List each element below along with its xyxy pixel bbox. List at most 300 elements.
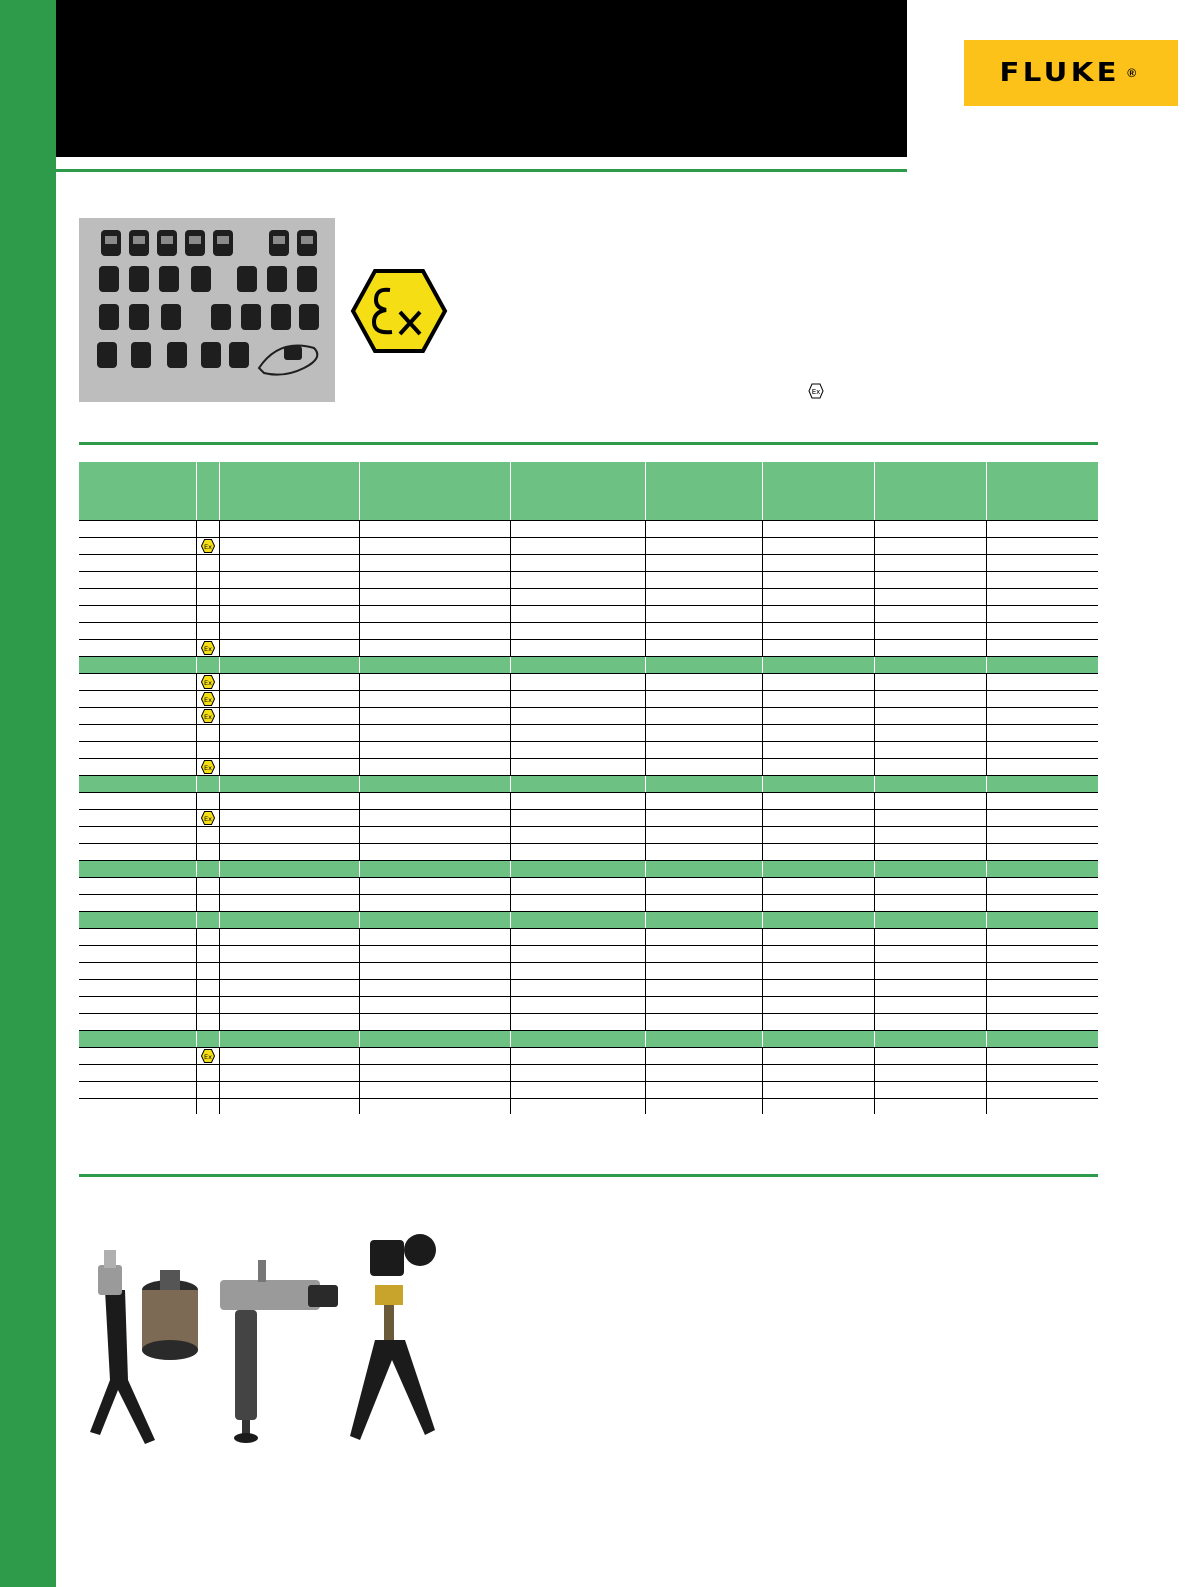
table-cell: [219, 691, 359, 708]
table-group-row: [79, 776, 1098, 793]
table-cell: [196, 555, 219, 572]
table-cell: [762, 1099, 874, 1115]
svg-text:Ex: Ex: [203, 645, 212, 653]
table-cell: [645, 1099, 762, 1115]
table-cell: [874, 946, 986, 963]
svg-text:Ex: Ex: [203, 1053, 212, 1061]
table-cell: [510, 1048, 645, 1065]
table-cell: [645, 674, 762, 691]
table-cell: [219, 742, 359, 759]
table-cell: [79, 538, 196, 555]
table-cell: [359, 521, 510, 538]
table-row: [79, 555, 1098, 572]
table-cell: [510, 1014, 645, 1031]
atex-ex-badge-icon: [201, 709, 215, 723]
table-cell: [762, 1031, 874, 1048]
table-cell: [874, 538, 986, 555]
table-cell: [196, 623, 219, 640]
table-cell: [874, 827, 986, 844]
table-cell: [986, 810, 1098, 827]
table-cell: [510, 1031, 645, 1048]
table-cell: [986, 725, 1098, 742]
table-cell: [645, 1082, 762, 1099]
table-cell: [79, 861, 196, 878]
table-cell: [359, 1065, 510, 1082]
table-cell: [510, 640, 645, 657]
table-cell: [359, 640, 510, 657]
table-cell: [762, 521, 874, 538]
table-cell: [79, 657, 196, 674]
table-cell: [874, 1048, 986, 1065]
table-cell: [359, 572, 510, 589]
table-cell: [510, 1099, 645, 1115]
table-cell: [196, 912, 219, 929]
table-cell: [645, 1031, 762, 1048]
table-cell: [219, 980, 359, 997]
table-cell: [79, 827, 196, 844]
table-cell: [986, 691, 1098, 708]
table-cell: [874, 810, 986, 827]
table-cell: [510, 997, 645, 1014]
table-cell: [986, 1099, 1098, 1115]
table-cell: [359, 1099, 510, 1115]
table-cell: [510, 606, 645, 623]
table-cell: [219, 623, 359, 640]
table-cell: [219, 538, 359, 555]
table-cell: [79, 521, 196, 538]
table-cell: [219, 504, 359, 521]
table-cell: [645, 521, 762, 538]
table-cell: [510, 538, 645, 555]
table-cell: [196, 878, 219, 895]
table-cell: [762, 878, 874, 895]
table-cell: [986, 555, 1098, 572]
table-cell: [762, 555, 874, 572]
table-row: [79, 844, 1098, 861]
table-cell: [762, 742, 874, 759]
table-cell: [510, 1082, 645, 1099]
table-cell: [359, 725, 510, 742]
column-header: [219, 462, 359, 504]
table-cell: [645, 878, 762, 895]
column-header: [359, 462, 510, 504]
table-cell: [359, 861, 510, 878]
table-cell: [196, 844, 219, 861]
table-cell: [762, 572, 874, 589]
table-row: [79, 929, 1098, 946]
column-header: [986, 462, 1098, 504]
table-cell: [645, 980, 762, 997]
table-cell: [359, 878, 510, 895]
table-row: [79, 895, 1098, 912]
table-row: [79, 742, 1098, 759]
table-cell: [986, 504, 1098, 521]
table-cell: [986, 623, 1098, 640]
table-cell: [874, 1099, 986, 1115]
table-cell: [874, 895, 986, 912]
table-row: [79, 589, 1098, 606]
table-body: [79, 504, 1098, 1114]
table-cell: [196, 589, 219, 606]
table-cell: [510, 861, 645, 878]
table-cell: [359, 810, 510, 827]
title-banner: [56, 0, 907, 157]
table-cell: [219, 708, 359, 725]
table-cell: [219, 1065, 359, 1082]
column-header: [762, 462, 874, 504]
table-cell: [986, 1065, 1098, 1082]
table-cell: [986, 1082, 1098, 1099]
table-cell: [874, 742, 986, 759]
table-cell: [874, 844, 986, 861]
table-row: [79, 708, 1098, 725]
table-row: [79, 1014, 1098, 1031]
table-cell: [986, 742, 1098, 759]
table-cell: [79, 504, 196, 521]
left-accent-bar: [0, 0, 56, 1587]
table-cell: [510, 589, 645, 606]
table-cell: [762, 589, 874, 606]
table-cell: [762, 708, 874, 725]
table-cell: [359, 912, 510, 929]
table-cell: [196, 1082, 219, 1099]
table-cell: [874, 572, 986, 589]
table-group-row: [79, 861, 1098, 878]
svg-text:Ex: Ex: [203, 815, 212, 823]
svg-text:Ex: Ex: [203, 679, 212, 687]
table-cell: [986, 827, 1098, 844]
table-cell: [79, 1099, 196, 1115]
table-cell: [510, 895, 645, 912]
table-cell: [645, 742, 762, 759]
table-cell: [874, 521, 986, 538]
table-cell: [359, 844, 510, 861]
table-cell: [79, 742, 196, 759]
table-cell: [645, 725, 762, 742]
table-cell: [79, 793, 196, 810]
table-cell: [986, 963, 1098, 980]
table-cell: [874, 912, 986, 929]
table-cell: [874, 929, 986, 946]
table-cell: [196, 963, 219, 980]
table-cell: [510, 691, 645, 708]
table-cell: [79, 691, 196, 708]
table-cell: [196, 504, 219, 521]
table-cell: [196, 708, 219, 725]
table-cell: [874, 861, 986, 878]
table-row: [79, 725, 1098, 742]
table-cell: [510, 759, 645, 776]
column-header: [196, 462, 219, 504]
column-header: [645, 462, 762, 504]
table-cell: [196, 776, 219, 793]
table-cell: [510, 946, 645, 963]
table-cell: [359, 504, 510, 521]
table-cell: [219, 759, 359, 776]
table-cell: [219, 572, 359, 589]
table-group-row: [79, 504, 1098, 521]
table-cell: [79, 708, 196, 725]
table-cell: [79, 946, 196, 963]
table-row: [79, 674, 1098, 691]
table-cell: [196, 946, 219, 963]
table-cell: [79, 1082, 196, 1099]
table-cell: [219, 1014, 359, 1031]
table-cell: [196, 1048, 219, 1065]
table-cell: [510, 929, 645, 946]
table-cell: [219, 640, 359, 657]
table-cell: [645, 844, 762, 861]
table-cell: [645, 827, 762, 844]
table-cell: [762, 929, 874, 946]
table-cell: [762, 1082, 874, 1099]
table-cell: [645, 946, 762, 963]
table-cell: [219, 793, 359, 810]
table-cell: [762, 538, 874, 555]
table-cell: [359, 623, 510, 640]
table-cell: [219, 657, 359, 674]
table-cell: [762, 691, 874, 708]
table-cell: [645, 538, 762, 555]
table-cell: [986, 521, 1098, 538]
table-cell: [79, 1014, 196, 1031]
registered-mark: ®: [1127, 66, 1137, 80]
table-cell: [874, 623, 986, 640]
table-row: [79, 963, 1098, 980]
atex-ex-badge-icon: [201, 811, 215, 825]
table-cell: [762, 946, 874, 963]
table-cell: [79, 997, 196, 1014]
table-cell: [874, 878, 986, 895]
table-cell: [645, 861, 762, 878]
table-cell: [986, 606, 1098, 623]
table-cell: [510, 742, 645, 759]
table-cell: [762, 912, 874, 929]
table-cell: [359, 946, 510, 963]
table-cell: [762, 640, 874, 657]
table-cell: [762, 657, 874, 674]
table-cell: [79, 674, 196, 691]
svg-text:Ex: Ex: [203, 713, 212, 721]
table-cell: [645, 572, 762, 589]
header-divider: [56, 169, 907, 172]
table-cell: [196, 572, 219, 589]
table-cell: [196, 1099, 219, 1115]
table-cell: [510, 793, 645, 810]
table-cell: [645, 793, 762, 810]
table-cell: [874, 963, 986, 980]
table-cell: [219, 861, 359, 878]
table-cell: [359, 895, 510, 912]
table-row: [79, 980, 1098, 997]
table-group-row: [79, 657, 1098, 674]
svg-text:Ex: Ex: [811, 388, 821, 396]
table-cell: [510, 725, 645, 742]
table-cell: [762, 963, 874, 980]
table-cell: [196, 1014, 219, 1031]
table-cell: [645, 606, 762, 623]
atex-ex-hexagon-icon: [350, 268, 448, 354]
atex-ex-badge-icon: [201, 641, 215, 655]
table-cell: [79, 963, 196, 980]
table-cell: [196, 1031, 219, 1048]
table-row: [79, 810, 1098, 827]
table-cell: [510, 776, 645, 793]
table-cell: [510, 844, 645, 861]
table-cell: [219, 589, 359, 606]
table-cell: [359, 1031, 510, 1048]
table-row: [79, 946, 1098, 963]
table-cell: [762, 606, 874, 623]
table-cell: [645, 691, 762, 708]
table-cell: [219, 997, 359, 1014]
table-cell: [219, 963, 359, 980]
table-cell: [986, 878, 1098, 895]
table-cell: [510, 912, 645, 929]
column-header: [79, 462, 196, 504]
table-cell: [874, 1014, 986, 1031]
table-row: [79, 572, 1098, 589]
table-cell: [986, 861, 1098, 878]
table-cell: [79, 878, 196, 895]
table-cell: [645, 504, 762, 521]
table-cell: [219, 946, 359, 963]
table-cell: [645, 929, 762, 946]
table-cell: [645, 963, 762, 980]
table-cell: [196, 606, 219, 623]
table-cell: [645, 640, 762, 657]
table-cell: [986, 538, 1098, 555]
table-cell: [359, 963, 510, 980]
column-header: [874, 462, 986, 504]
table-cell: [645, 810, 762, 827]
table-cell: [510, 810, 645, 827]
table-cell: [196, 742, 219, 759]
table-group-row: [79, 1031, 1098, 1048]
table-cell: [986, 997, 1098, 1014]
table-cell: [986, 572, 1098, 589]
table-cell: [762, 793, 874, 810]
atex-ex-badge-icon: [201, 539, 215, 553]
table-cell: [645, 555, 762, 572]
table-cell: [874, 997, 986, 1014]
table-cell: [645, 912, 762, 929]
table-cell: [359, 674, 510, 691]
table-cell: [510, 623, 645, 640]
table-group-row: [79, 912, 1098, 929]
table-cell: [986, 895, 1098, 912]
table-cell: [986, 640, 1098, 657]
table-row: [79, 521, 1098, 538]
table-cell: [874, 708, 986, 725]
table-cell: [219, 521, 359, 538]
table-cell: [219, 827, 359, 844]
table-cell: [79, 555, 196, 572]
table-cell: [986, 657, 1098, 674]
table-cell: [762, 980, 874, 997]
table-cell: [874, 606, 986, 623]
table-cell: [762, 504, 874, 521]
svg-text:Ex: Ex: [203, 543, 212, 551]
table-cell: [79, 1065, 196, 1082]
table-cell: [510, 878, 645, 895]
table-cell: [986, 912, 1098, 929]
table-cell: [762, 861, 874, 878]
atex-ex-badge-icon: [201, 692, 215, 706]
table-cell: [196, 759, 219, 776]
table-cell: [986, 929, 1098, 946]
table-cell: [219, 844, 359, 861]
pressure-module-table: [79, 462, 1098, 1114]
table-cell: [986, 1048, 1098, 1065]
table-cell: [219, 776, 359, 793]
table-cell: [645, 708, 762, 725]
table-cell: [645, 1048, 762, 1065]
svg-text:Ex: Ex: [203, 764, 212, 772]
table-cell: [874, 1065, 986, 1082]
table-cell: [359, 606, 510, 623]
table-cell: [359, 708, 510, 725]
table-cell: [874, 1031, 986, 1048]
table-cell: [762, 725, 874, 742]
table-cell: [510, 555, 645, 572]
table-cell: [79, 929, 196, 946]
table-cell: [986, 674, 1098, 691]
table-cell: [762, 776, 874, 793]
table-cell: [79, 776, 196, 793]
table-cell: [359, 997, 510, 1014]
table-row: [79, 1048, 1098, 1065]
table-cell: [359, 929, 510, 946]
table-row: [79, 606, 1098, 623]
table-cell: [645, 776, 762, 793]
table-cell: [196, 674, 219, 691]
table-cell: [874, 759, 986, 776]
table-row: [79, 640, 1098, 657]
table-cell: [196, 1065, 219, 1082]
table-cell: [762, 1065, 874, 1082]
table-cell: [645, 589, 762, 606]
table-cell: [874, 555, 986, 572]
table-cell: [219, 555, 359, 572]
table-cell: [79, 912, 196, 929]
table-cell: [359, 1014, 510, 1031]
table-cell: [645, 657, 762, 674]
table-cell: [359, 1048, 510, 1065]
table-cell: [874, 674, 986, 691]
table-cell: [510, 708, 645, 725]
atex-ex-badge-icon: [201, 760, 215, 774]
table-cell: [219, 1048, 359, 1065]
table-cell: [219, 1099, 359, 1115]
table-cell: [79, 980, 196, 997]
table-cell: [196, 538, 219, 555]
atex-ex-badge-icon: [201, 675, 215, 689]
table-cell: [196, 725, 219, 742]
table-cell: [196, 895, 219, 912]
table-row: [79, 1065, 1098, 1082]
table-row: [79, 759, 1098, 776]
table-cell: [219, 810, 359, 827]
table-cell: [762, 674, 874, 691]
table-cell: [874, 657, 986, 674]
table-cell: [79, 759, 196, 776]
table-row: [79, 878, 1098, 895]
table-cell: [359, 793, 510, 810]
table-header-row: [79, 462, 1098, 504]
table-cell: [874, 589, 986, 606]
table-cell: [762, 759, 874, 776]
